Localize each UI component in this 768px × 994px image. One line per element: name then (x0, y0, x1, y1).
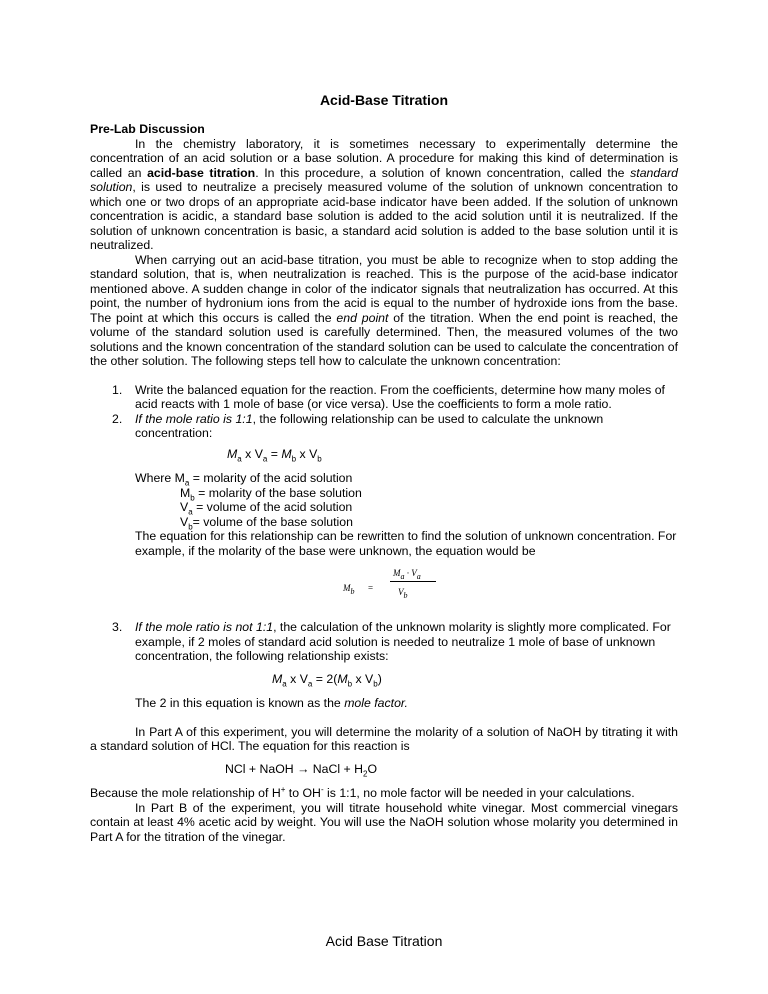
equation-1:1: $M_a$ x $V_a = M_b$ x $V_b$ (227, 446, 322, 463)
paragraph-4: Because the mole relationship of H+ to OH- is 1:1, no mole factor will be needed in your calculations. (90, 784, 635, 800)
page-footer: Acid Base Titration (325, 933, 443, 949)
equation-mole-factor: $M_a$ x $V_a = 2(M_b$ x $V_b$) (272, 671, 382, 688)
fraction-bar (390, 581, 436, 582)
list-item: 1. Write the balanced equation for the reaction. From the coefficients, determine how many moles of acid reacts with 1 mole of base (or vice versa). Use the coefficients to form a mole ratio. (112, 382, 665, 411)
rewrite-note: The equation for this relationship can be rewritten to find the solution of unknown concentration. For example, if the molarity of the base were unknown, the equation would be (135, 529, 677, 558)
paragraph-1: In the chemistry laboratory, it is sometimes necessary to experimentally determine the concentration of an acid solution or a base solution. A procedure for making this kind of determination is called an acid-base titration. In this procedure, a solution of known concentration, called the standard solution, is used to neutralize a precisely measured volume of the solution of unknown concentration to which one or two drops of an appropriate acid-base indicator have been added. If the solution of unknown concentration is acidic, a standard base solution is added to the acid solution until it is neutralized. If the solution of unknown concentration is basic, a standard acid solution is added to the base solution until it is neutralized. (90, 136, 679, 252)
page-title: Acid-Base Titration (319, 92, 449, 108)
paragraph-3: In Part A of this experiment, you will determine the molarity of a solution of NaOH by titrating it with a standard solution of HCl. The equation for this reaction is (90, 724, 678, 753)
list-item: 2. If the mole ratio is 1:1, the following relationship can be used to calculate the unknown concentration: $M_a$ x $V_a = M_b$ x $V_b$ Where $M_a$ = molarity of the acid solution $M_b$ = molarity of the base solution $V_a$ = volume of the acid solution $V_b=$ volume of the base solution The equation for this relationship can be rewritten to find the solution of unknown concentration. For example, if the molarity of the base were unknown, the equation would be $M_b$ = $M_a \cdot V_a$ $V_b$ (90, 412, 678, 611)
steps-list (90, 383, 678, 711)
document-body (90, 122, 678, 844)
variable-definitions: Where $M_a$ = molarity of the acid solution $M_b$ = molarity of the base solution $V_a$ = volume of the acid solution $V_b=$ volume of the base solution (135, 471, 362, 531)
rearranged-equation: $M_b$ = $M_a \cdot V_a$ $V_b$ (135, 566, 678, 610)
paragraph-2: When carrying out an acid-base titration, you must be able to recognize when to stop adding the standard solution, that is, when neutralization is reached. This is the purpose of the acid-base indicator mentioned above. A sudden change in color of the indicator signals that neutralization has occurred. At this point, the number of hydronium ions from the acid is equal to the number of hydroxide ions from the base. The point at which this occurs is called the end point of the titration. When the end point is reached, the volume of the standard solution used is carefully determined. Then, the measured volumes of the two solutions and the known concentration of the standard solution can be used to calculate the concentration of the other solution. The following steps tell how to calculate the unknown concentration: (90, 252, 678, 368)
list-item: 3. If the mole ratio is not 1:1, the calculation of the unknown molarity is slightly more complicated. For example, if 2 moles of standard acid solution is needed to neutralize 1 mole of base of unknown concentration, the following relationship exists: $M_a$ x $V_a = 2(M_b$ x $V_b$) The 2 in this equation is known as the mole factor. (90, 620, 678, 711)
reaction-equation: NCl + NaOH → NaCl + $H_2O$ (225, 761, 378, 778)
paragraph-5: In Part B of the experiment, you will titrate household white vinegar. Most commercial vinegars contain at least 4% acetic acid by weight. You will use the NaOH solution whose molarity you determined in Part A for the titration of the vinegar. (90, 800, 678, 844)
section-heading: Pre-Lab Discussion (90, 122, 205, 136)
